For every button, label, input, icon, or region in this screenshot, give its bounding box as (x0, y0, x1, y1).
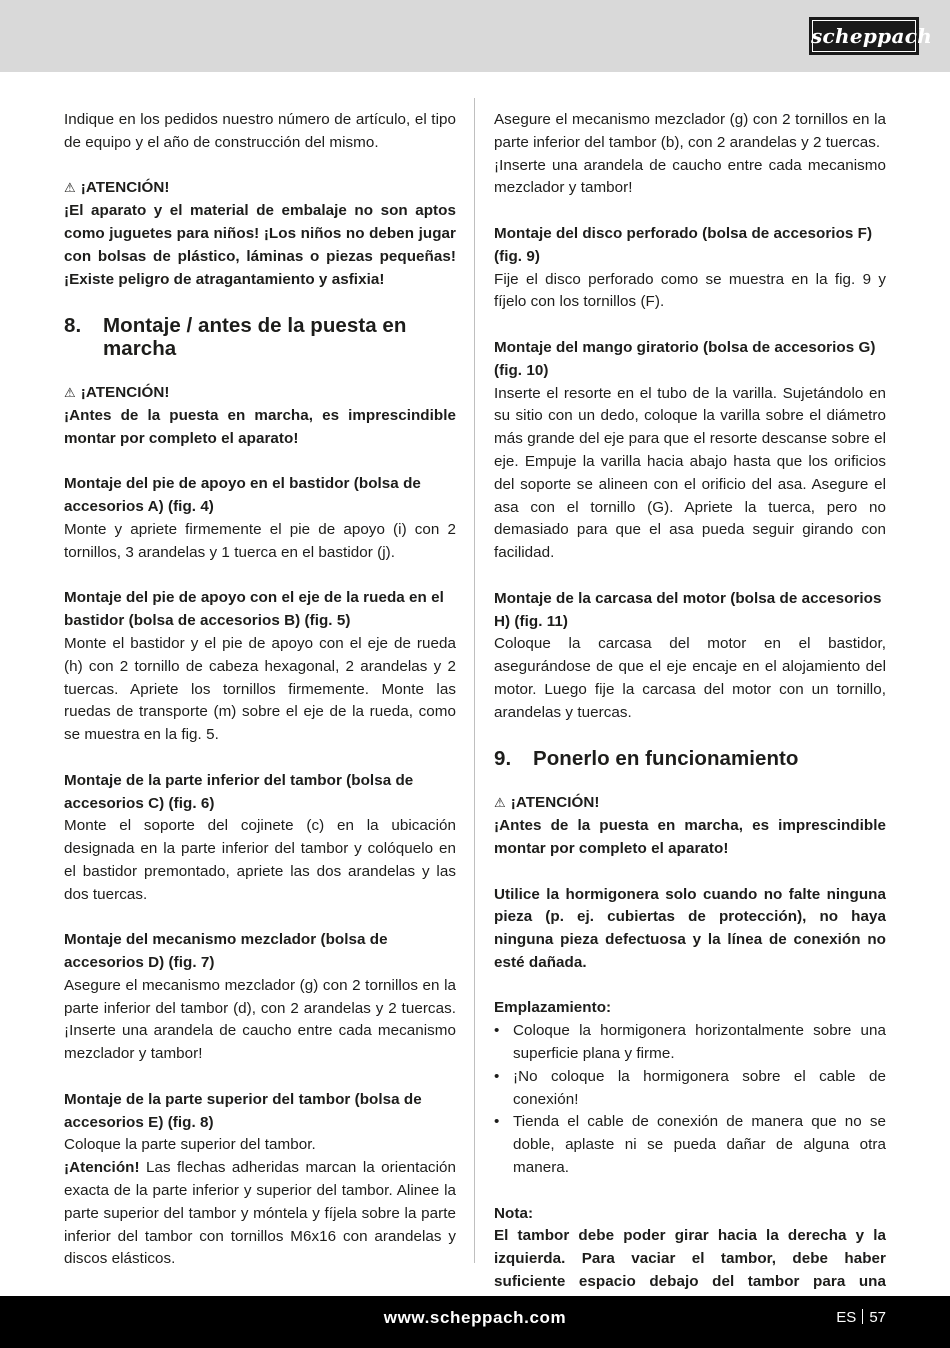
page-footer (0, 1296, 950, 1348)
step-heading: Montaje del pie de apoyo con el eje de la rueda en el bastidor (bolsa de accesorios B) (fig. 5) (64, 589, 444, 630)
warning-text: ¡Antes de la puesta en marcha, es imprescindible montar por completo el aparato! (64, 406, 456, 447)
attention-label: ¡Atención! (64, 1159, 140, 1177)
page-indicator (836, 1309, 886, 1326)
page-header (0, 0, 950, 72)
step-text: Coloque la carcasa del motor en el bastidor, asegurándose de que el eje encaje en el alojamiento del motor. Luego fije la carcasa del motor con un tornillo, arandelas y tuercas. (494, 635, 886, 721)
step-heading: Montaje de la parte superior del tambor (bolsa de accesorios E) (fig. 8) (64, 1090, 422, 1131)
separator (862, 1309, 863, 1324)
step-text: Coloque la parte superior del tambor. (64, 1136, 316, 1154)
website-link[interactable]: www.scheppach.com (383, 1308, 567, 1327)
section-heading: 8. Montaje / antes de la puesta en marcha (64, 314, 407, 361)
column-divider (474, 98, 475, 1263)
warning-title: ⚠ ¡ATENCIÓN! (64, 177, 456, 200)
page-number: 57 (869, 1309, 886, 1326)
assembly-step (494, 588, 886, 725)
assembly-step (64, 929, 456, 1066)
list-item: • Coloque la hormigonera horizontalmente sobre una superficie plana y firme. (494, 1020, 886, 1066)
warning-triangle-icon: ⚠ (494, 795, 506, 811)
warning-block (494, 792, 886, 860)
note-text: El tambor debe poder girar hacia la derecha y la izquierda. Para vaciar el tambor, debe haber suficiente espacio debajo del tambor para una (494, 1227, 886, 1291)
step-heading: Montaje de la carcasa del motor (bolsa de accesorios H) (fig. 11) (494, 589, 882, 630)
step-text: Monte y apriete firmemente el pie de apoyo (i) con 2 tornillos, 3 arandelas y 1 tuerca en el bastidor (j). (64, 520, 456, 561)
warning-triangle-icon: ⚠ (64, 180, 76, 196)
language-code: ES (836, 1309, 857, 1326)
warning-block (64, 382, 456, 450)
order-info-paragraph: Indique en los pedidos nuestro número de artículo, el tipo de equipo y el año de construcción del mismo. (64, 111, 456, 151)
step-heading: Montaje del mecanismo mezclador (bolsa de accesorios D) (fig. 7) (64, 931, 388, 972)
warning-title: ⚠ ¡ATENCIÓN! (64, 382, 456, 405)
step-text: Monte el bastidor y el pie de apoyo con el eje de rueda (h) con 2 tornillo de cabeza hexagonal, 2 arandelas y 2 tuercas. Apriete los tornillos firmemente. Monte las ruedas de transporte (m) sobre el eje de la rueda, como se muestra en la fig. 5. (64, 634, 456, 744)
step-heading: Montaje del disco perforado (bolsa de accesorios F) (fig. 9) (494, 224, 873, 265)
warning-triangle-icon: ⚠ (64, 385, 76, 401)
warning-title: ⚠ ¡ATENCIÓN! (494, 792, 886, 815)
assembly-step (494, 223, 886, 314)
list-item: • ¡No coloque la hormigonera sobre el cable de conexión! (494, 1066, 886, 1112)
warning-block (64, 177, 456, 291)
note-heading: Nota: (494, 1204, 534, 1222)
step-heading: Montaje de la parte inferior del tambor (bolsa de accesorios C) (fig. 6) (64, 771, 414, 812)
left-column (64, 109, 456, 1294)
assembly-step (64, 1089, 456, 1271)
usage-conditions: Utilice la hormigonera solo cuando no falte ninguna pieza (p. ej. cubiertas de protección), no haya ninguna pieza defectuosa y la línea de conexión no esté dañada. (494, 885, 886, 971)
warning-text: ¡Antes de la puesta en marcha, es imprescindible montar por completo el aparato! (494, 817, 886, 857)
section-heading: 9. Ponerlo en funcionamiento (494, 747, 799, 771)
assembly-step (64, 587, 456, 747)
placement-heading: Emplazamiento: (494, 999, 612, 1017)
step-text: ¡Inserte una arandela de caucho entre cada mecanismo mezclador y tambor! (494, 156, 886, 197)
step-heading: Montaje del mango giratorio (bolsa de accesorios G) (fig. 10) (494, 338, 876, 379)
step-text: Asegure el mecanismo mezclador (g) con 2 tornillos en la parte inferior del tambor (b), con 2 arandelas y 2 tuercas. (494, 111, 886, 151)
step-text: Inserte el resorte en el tubo de la varilla. Sujetándolo en su sitio con un dedo, coloque la varilla sobre el diámetro más grande del eje para que el resorte descanse sobre el eje. Empuje la varilla hacia abajo hasta que los orificios del soporte se alineen con el orificio del asa. Asegure el asa con el tornillo (G). Apriete la tuerca, pero no demasiado para que el asa pueda seguir girando con facilidad. (494, 384, 886, 562)
assembly-step (494, 337, 886, 565)
list-item: • Tienda el cable de conexión de manera que no se doble, aplaste ni se pueda dañar de alguna otra manera. (494, 1111, 886, 1179)
step-text: Monte el soporte del cojinete (c) en la ubicación designada en la parte inferior del tambor y colóquelo en el bastidor premontado, apriete las dos arandelas y las dos tuercas. (64, 817, 456, 903)
right-column (494, 109, 886, 1339)
warning-text: ¡El aparato y el material de embalaje no son aptos como juguetes para niños! ¡Los niños no deben jugar con bolsas de plástico, láminas o piezas pequeñas! ¡Existe peligro de atragantamiento y asfixia! (64, 202, 456, 288)
step-text: Fije el disco perforado como se muestra en la fig. 9 y fíjelo con los tornillos (F). (494, 270, 886, 311)
placement-list (494, 1020, 886, 1180)
assembly-step (64, 473, 456, 564)
assembly-step (64, 770, 456, 907)
step-text: ¡Atención! Las flechas adheridas marcan la orientación exacta de la parte inferior y superior del tambor. Alinee la parte superior del tambor y móntela y fíjela sobre la parte inferior del tambor con tornillos M6x16 con arandelas y discos elásticos. (64, 1159, 456, 1268)
brand-logo: scheppach (809, 17, 919, 55)
step-heading: Montaje del pie de apoyo en el bastidor (bolsa de accesorios A) (fig. 4) (64, 475, 421, 516)
step-text: Asegure el mecanismo mezclador (g) con 2 tornillos en la parte inferior del tambor (d), con 2 arandelas y 2 tuercas. ¡Inserte una arandela de caucho entre cada mecanismo mezclador y tambor! (64, 976, 456, 1063)
